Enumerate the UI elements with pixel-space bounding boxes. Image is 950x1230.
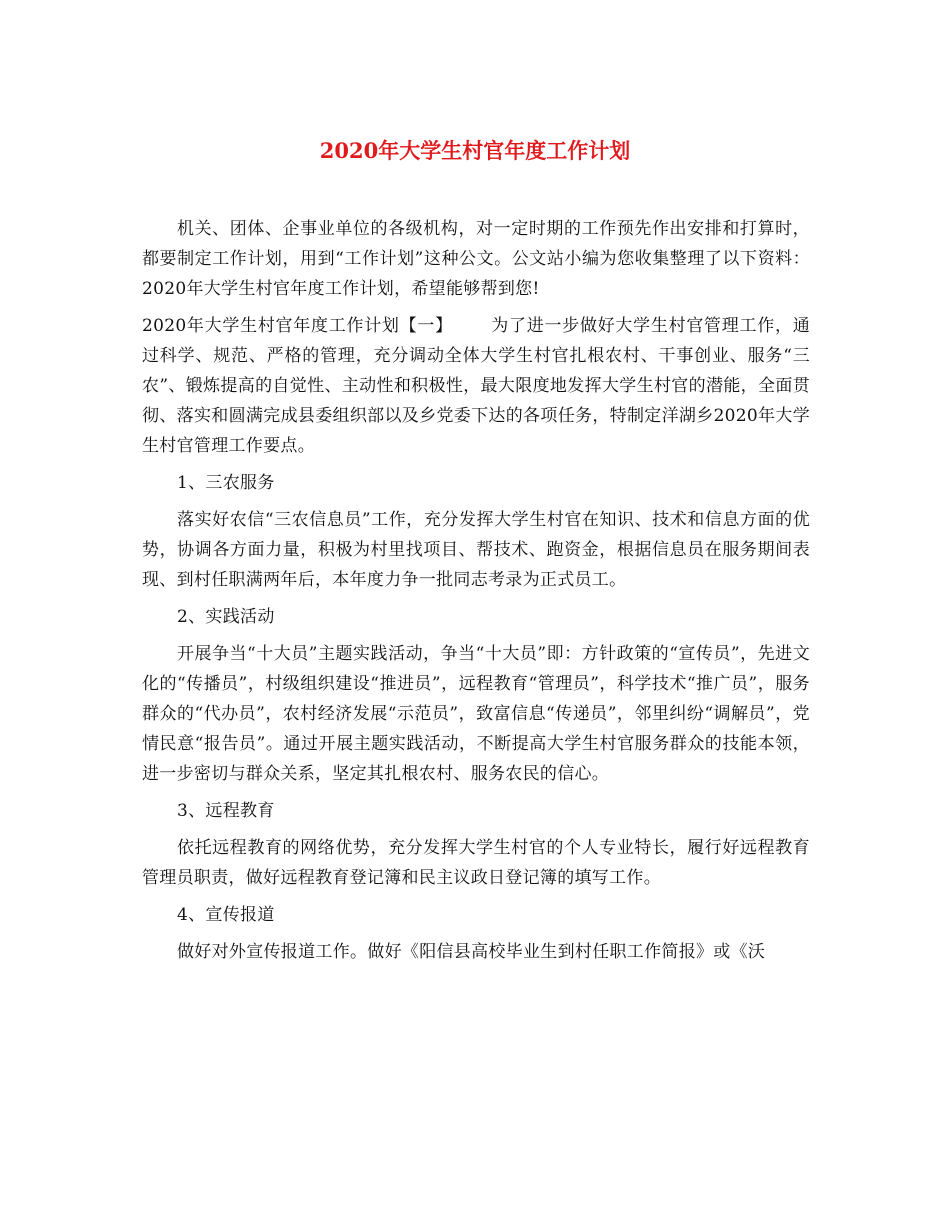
item-text-2: 开展争当“十大员”主题实践活动，争当“十大员”即：方针政策的“宣传员”，先进文化的“传播员”，村级组织建设“推进员”，远程教育“管理员”，科学技术“推广员”，服务群众的“代办员”，农村经济发展“示范员”，致富信息“传递员”，邻里纠纷“调解员”，党情民意“报告员”。通过开展主题实践活动，不断提高大学生村官服务群众的技能本领，进一步密切与群众关系，坚定其扎根农村、服务农民的信心。 <box>142 644 810 784</box>
item-heading-2: 2、实践活动 <box>177 607 275 627</box>
item-text-3: 依托远程教育的网络优势，充分发挥大学生村官的个人专业特长，履行好远程教育管理员职责，做好远程教育登记簿和民主议政日登记簿的填写工作。 <box>142 838 810 888</box>
item-heading-3: 3、远程教育 <box>177 801 275 821</box>
section-one-paragraph <box>142 311 810 461</box>
document-title: 2020年大学生村官年度工作计划 <box>319 138 631 163</box>
item-text-1: 落实好农信“三农信息员”工作，充分发挥大学生村官在知识、技术和信息方面的优势，协调各方面力量，积极为村里找项目、帮技术、跑资金，根据信息员在服务期间表现、到村任职满两年后，本年度力争一批同志考录为正式员工。 <box>142 510 810 590</box>
intro-paragraph: 机关、团体、企事业单位的各级机构，对一定时期的工作预先作出安排和打算时，都要制定工作计划，用到“工作计划”这种公文。公文站小编为您收集整理了以下资料：2020年大学生村官年度工作计划，希望能够帮到您! <box>142 219 810 299</box>
item-heading-4: 4、宣传报道 <box>177 905 275 925</box>
item-text-4: 做好对外宣传报道工作。做好《阳信县高校毕业生到村任职工作简报》或《沃 <box>177 942 766 962</box>
section-one-label: 2020年大学生村官年度工作计划【一】 <box>142 316 453 336</box>
item-heading-1: 1、三农服务 <box>177 473 275 493</box>
document-body <box>142 214 810 974</box>
section-one-text: 为了进一步做好大学生村官管理工作，通过科学、规范、严格的管理，充分调动全体大学生村官扎根农村、干事创业、服务“三农”、锻炼提高的自觉性、主动性和积极性，最大限度地发挥大学生村官的潜能，全面贯彻、落实和圆满完成县委组织部以及乡党委下达的各项任务，特制定洋湖乡2020年大学生村官管理工作要点。 <box>142 316 811 456</box>
